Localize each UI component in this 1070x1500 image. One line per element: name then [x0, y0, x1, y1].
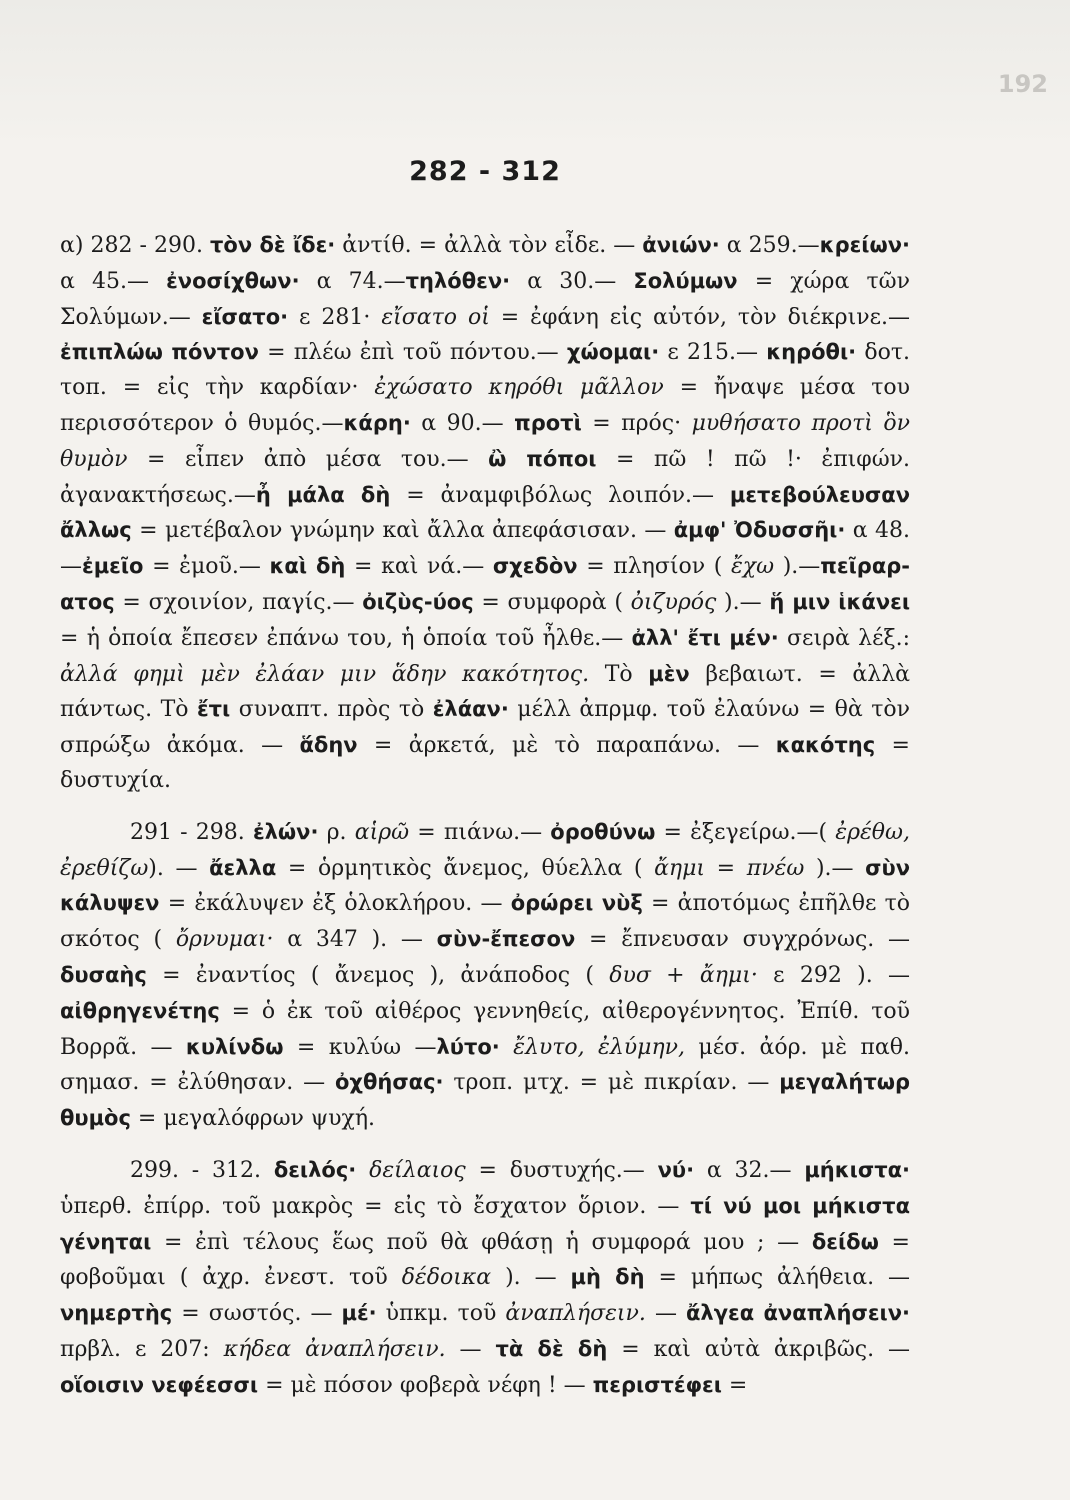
gloss-text: = σωστός. — [172, 1301, 342, 1327]
gloss-text: ρ. [318, 819, 355, 845]
lemma: σχεδὸν [492, 554, 578, 579]
lemma: ἀμφ' Ὀδυσσῆι· [673, 518, 846, 543]
gloss-text: α 90.— [410, 410, 515, 436]
gloss-text: ε 281· [288, 304, 382, 330]
lemma: μετεβούλευσαν ἄλλως [60, 482, 910, 543]
gloss-text: = ἐναντίος ( ἄνεμος ), ἀνάποδος ( [146, 962, 610, 988]
gloss-text: = ἐπὶ τέλους ἕως ποῦ θὰ φθάσῃ ἡ συμφορά μου ; — [151, 1229, 812, 1255]
gloss-text: = μήπως ἀλήθεια. — [644, 1265, 911, 1291]
quotation: εἴσατο οἱ [381, 304, 490, 330]
lemma: λύτο· [436, 1034, 500, 1059]
gloss-text [356, 1158, 369, 1183]
lemma: νύ· [657, 1157, 695, 1182]
gloss-text: = καὶ νά.— [345, 554, 493, 580]
lemma: εἴσατο· [201, 304, 289, 329]
lemma: ἅδην [299, 733, 358, 758]
lemma: μὴ δὴ [570, 1265, 645, 1290]
gloss-text: τροπ. μτχ. = μὲ πικρίαν. — [443, 1070, 780, 1096]
gloss-text: = δυστυχία. [60, 733, 910, 793]
gloss-text: = φοβοῦμαι ( ἀχρ. ἐνεστ. τοῦ [60, 1229, 910, 1291]
gloss-text: δοτ. τοπ. = εἰς τὴν καρδίαν· [60, 340, 910, 401]
bleed-through-band [0, 0, 1070, 150]
gloss-text: ε 292 ). — [757, 962, 910, 988]
gloss-text: = ἐμοῦ.— [143, 554, 270, 580]
lemma: νημερτὴς [60, 1301, 173, 1326]
gloss-text: πρβλ. ε 207: [60, 1336, 224, 1362]
page-title: 282 - 312 [409, 156, 561, 187]
gloss-text: = πρός· [581, 410, 692, 436]
gloss-text: = ἐφάνη εἰς αὐτόν, τὸν διέκρινε.— [489, 304, 910, 330]
gloss-text: α 45.— [60, 268, 167, 294]
commentary-body [60, 228, 910, 1404]
lemma: περιστέφει [592, 1372, 722, 1397]
gloss-text: μέλλ ἀπρμφ. τοῦ ἐλαύνω = θὰ τὸν σπρώξω ἀκόμα. — [60, 697, 911, 759]
gloss-text: μέσ. ἀόρ. μὲ παθ. σημασ. = ἐλύθησαν. — [60, 1034, 910, 1096]
gloss-text: ).— [716, 589, 770, 615]
lemma: ἥ μιν ἱκάνει [769, 589, 910, 614]
gloss-text: = πλέω ἐπὶ τοῦ πόντου.— [258, 340, 567, 366]
gloss-text: 299. - 312. [130, 1157, 274, 1183]
lemma: ἄελλα [209, 855, 277, 880]
gloss-text: Τὸ [589, 661, 649, 687]
gloss-text: = συμφορὰ ( [473, 589, 631, 615]
quotation: ὀιζυρός [630, 589, 717, 615]
gloss-text: = ἤναψε μέσα του περισσότερον ὁ θυμός.— [60, 375, 911, 436]
lemma: ἔτι [196, 697, 231, 722]
paragraph-291-298 [60, 815, 910, 1137]
gloss-text: — [445, 1336, 496, 1362]
gloss-text: ).— [804, 855, 866, 881]
gloss-text: ).— [774, 554, 821, 580]
quotation: ἐχώσατο κηρόθι μᾶλλον [374, 375, 664, 401]
quotation: αἱρῶ [354, 819, 410, 845]
lemma: μέ· [341, 1301, 377, 1326]
quotation: δέδοικα [401, 1265, 492, 1291]
gloss-text: = καὶ αὐτὰ ἀκριβῶς. — [607, 1336, 910, 1362]
gloss-text: = πῶ ! πῶ !· ἐπιφών. ἀγανακτήσεως.— [60, 446, 911, 508]
gloss-text: = ἐξεγείρω.—( [655, 819, 836, 845]
lemma: ὀρώρει νὺξ [510, 891, 643, 916]
gloss-text: ). — [148, 855, 210, 881]
quotation: ἔλυτο, ἐλύμην, [513, 1034, 686, 1060]
quotation: πνέω [746, 855, 805, 881]
gloss-text: = ἐκάλυψεν ἐξ ὁλοκλήρου. — [159, 891, 511, 917]
gloss-text: = κυλύω — [283, 1034, 437, 1060]
lemma: μήκιστα· [804, 1157, 911, 1182]
lemma: τί νύ μοι μήκιστα γένηται [60, 1193, 910, 1254]
lemma: ἐλάαν· [432, 697, 509, 722]
gloss-text: = χώρα τῶν Σολύμων.— [60, 268, 910, 330]
gloss-text: συναπτ. πρὸς τὸ [230, 697, 433, 723]
gloss-text: = μεγαλόφρων ψυχή. [130, 1106, 376, 1132]
lemma: μὲν [648, 661, 690, 686]
lemma: κυλίνδω [185, 1034, 284, 1059]
gloss-text: α 48.— [60, 518, 910, 580]
gloss-text: ὑπκμ. τοῦ [376, 1301, 506, 1327]
gloss-text: α 259.— [719, 233, 820, 258]
quotation: ὄρνυμαι· [175, 927, 274, 953]
gloss-text: σειρὰ λέξ.: [778, 625, 910, 651]
lemma: τὸν δὲ ἴδε· [210, 233, 336, 257]
gloss-text: α 347 ). — [273, 927, 437, 953]
lemma: ἐμεῖο [82, 554, 144, 579]
lemma: σὺν-ἔπεσον [436, 927, 576, 952]
lemma: ἐνοσίχθων· [166, 268, 300, 293]
lemma: ἀλλ' ἔτι μέν· [631, 625, 779, 650]
gloss-text: βεβαιωτ. = ἀλλὰ πάντως. Τὸ [60, 661, 911, 723]
lemma: χώομαι· [566, 340, 660, 365]
gloss-text: α 74.— [299, 268, 406, 294]
lemma: τηλόθεν· [405, 268, 511, 293]
gloss-text: α 32.— [694, 1157, 805, 1183]
bleed-through-page-number: 192 [997, 70, 1048, 98]
gloss-text: = ἡ ὁποία ἔπεσεν ἐπάνω του, ἡ ὁποία τοῦ ἦλθε.— [60, 625, 632, 651]
gloss-text: = πλησίον ( [577, 554, 731, 580]
lemma: κακότης [775, 733, 876, 758]
gloss-text: = [705, 855, 747, 881]
quotation: ἄημι [654, 855, 706, 881]
gloss-text: ε 215.— [659, 340, 767, 366]
lemma: μεγαλήτωρ θυμὸς [60, 1070, 911, 1131]
lemma: ὀχθήσας· [334, 1070, 444, 1095]
quotation: μυθήσατο προτὶ ὃν θυμὸν [60, 410, 910, 472]
lemma: ἐλών· [252, 819, 319, 844]
lemma: Σολύμων [633, 268, 738, 293]
lemma: σὺν κάλυψεν [60, 855, 911, 916]
lemma: κρείων· [819, 233, 911, 257]
gloss-text: = μετέβαλον γνώμην καὶ ἄλλα ἀπεφάσισαν. — [131, 518, 674, 544]
gloss-text: = ἀποτόμως ἐπῆλθε τὸ σκότος ( [60, 891, 911, 953]
paragraph-282-290 [60, 228, 910, 799]
lemma: ἐπιπλώω πόντον [60, 340, 259, 365]
lemma: τὰ δὲ δὴ [495, 1336, 608, 1361]
lemma: καὶ δὴ [269, 554, 346, 579]
quotation: δυσ + ἄημι· [609, 962, 758, 988]
gloss-text: = εἶπεν ἀπὸ μέσα του.— [127, 446, 489, 472]
gloss-text: 291 - 298. [130, 819, 253, 845]
gloss-text: = ὁρμητικὸς ἄνεμος, θύελλα ( [276, 855, 655, 881]
gloss-text [500, 1035, 513, 1060]
lemma: δειλός· [273, 1157, 357, 1182]
quotation: κήδεα ἀναπλήσειν. [223, 1336, 446, 1362]
lemma: ὢ πόποι [488, 446, 597, 471]
lemma: ὀιζὺς-ύος [362, 589, 474, 614]
gloss-text: = δυστυχής.— [465, 1157, 658, 1183]
quotation: ἀλλά φημὶ μὲν ἐλάαν μιν ἅδην κακότητος. [60, 661, 590, 687]
gloss-text: ). — [491, 1265, 571, 1291]
lemma: κάρη· [343, 410, 411, 435]
gloss-text: = ἀναμφιβόλως λοιπόν.— [390, 482, 730, 508]
gloss-text: = μὲ πόσον φοβερὰ νέφη ! — [258, 1372, 593, 1398]
gloss-text: = πιάνω.— [409, 819, 551, 845]
lemma: πεῖραρ-ατος [60, 554, 910, 614]
lemma: δυσαὴς [60, 962, 147, 987]
lemma: ὀροθύνω [550, 819, 656, 844]
gloss-text: α) 282 - 290. [60, 233, 211, 258]
gloss-text: = σχοινίον, παγίς.— [114, 589, 363, 615]
gloss-text: α 30.— [510, 268, 634, 294]
gloss-text: — [645, 1301, 686, 1327]
lemma: ἦ μάλα δὴ [255, 482, 391, 507]
lemma: αἰθρηγενέτης [60, 998, 220, 1023]
gloss-text: = ὁ ἐκ τοῦ αἰθέρος γεννηθείς, αἰθερογέννητος. Ἐπίθ. τοῦ Βορρᾶ. — [60, 998, 910, 1060]
gloss-text: = ἔπνευσαν συγχρόνως. — [575, 927, 911, 953]
paragraph-299-312 [60, 1153, 910, 1404]
quotation: ἀναπλήσειν. [505, 1301, 646, 1327]
quotation: ἐρέθω, ἐρεθίζω [60, 819, 910, 881]
lemma: ἄλγεα ἀναπλήσειν· [685, 1301, 910, 1326]
lemma: προτὶ [514, 410, 582, 435]
gloss-text: = ἀρκετά, μὲ τὸ παραπάνω. — [357, 733, 776, 759]
lemma: δείδω [811, 1229, 879, 1254]
gloss-text: = [721, 1372, 748, 1398]
gloss-text: ὑπερθ. ἐπίρρ. τοῦ μακρὸς = εἰς τὸ ἔσχατον ὅριον. — [60, 1193, 691, 1219]
lemma: κηρόθι· [766, 340, 857, 365]
quotation: δείλαιος [369, 1157, 466, 1183]
quotation: ἔχω [731, 554, 775, 580]
lemma: ἀνιών· [642, 233, 720, 257]
gloss-text: ἀντίθ. = ἀλλὰ τὸν εἶδε. — [335, 233, 643, 258]
lemma: οἵοισιν νεφέεσσι [60, 1372, 259, 1397]
